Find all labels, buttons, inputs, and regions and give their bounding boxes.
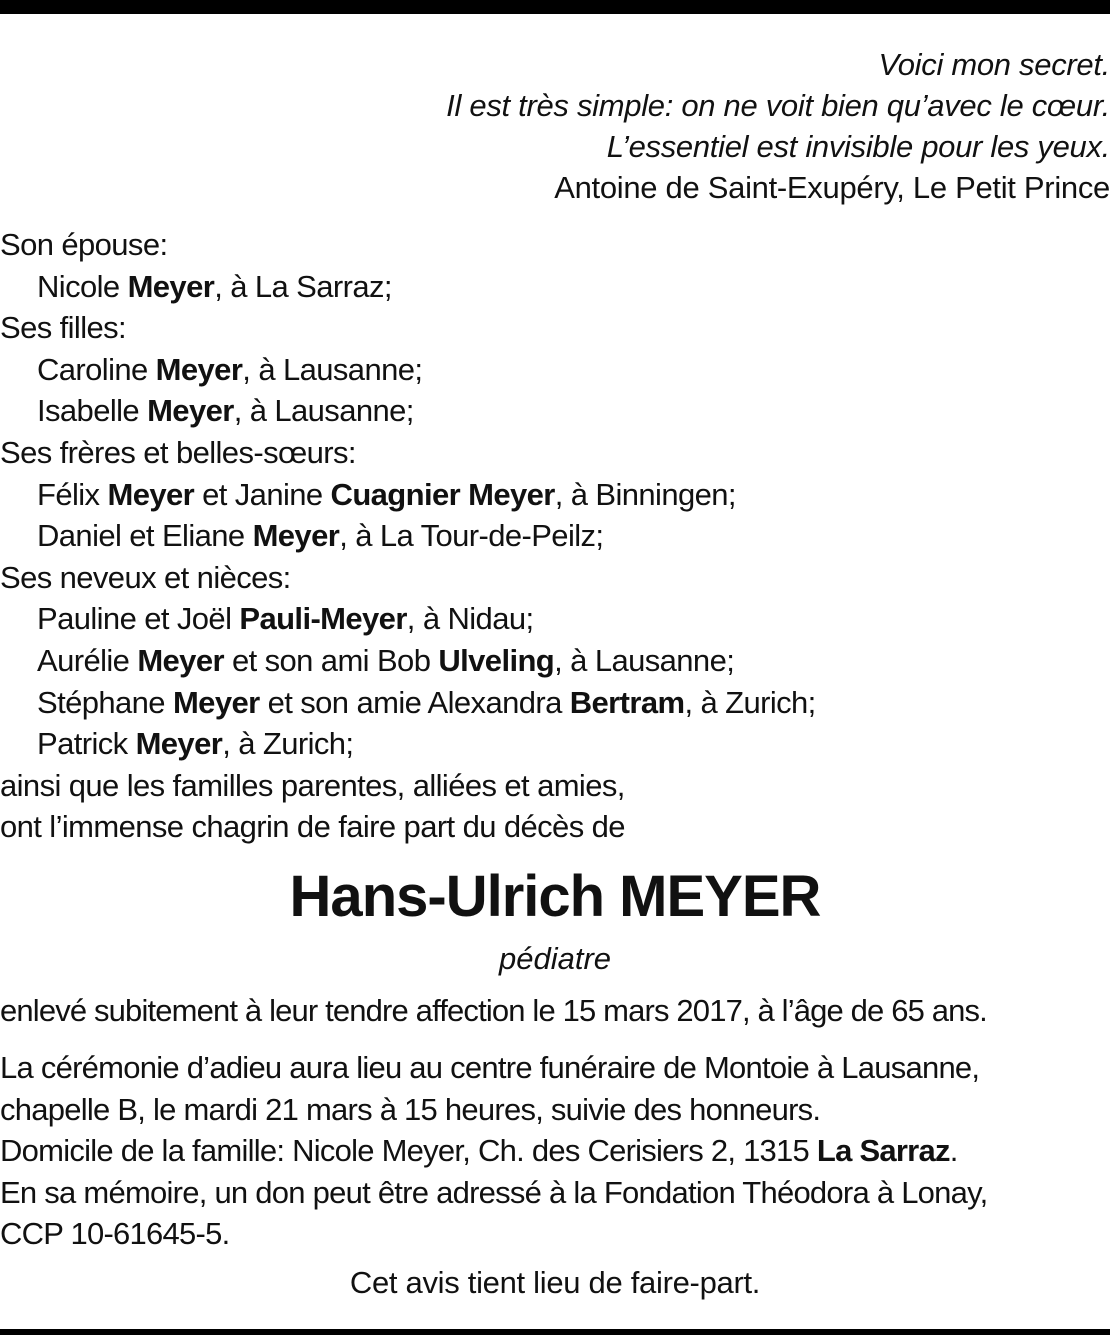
epigraph-quote xyxy=(210,44,1110,208)
spouse-entry: Nicole Meyer, à La Sarraz; xyxy=(37,268,392,304)
donation-line: En sa mémoire, un don peut être adressé à la Fondation Théodora à Lonay, xyxy=(0,1174,988,1210)
domicile-line: Domicile de la famille: Nicole Meyer, Ch. des Cerisiers 2, 1315 La Sarraz. xyxy=(0,1133,958,1169)
daughter-entry: Isabelle Meyer, à Lausanne; xyxy=(37,393,414,429)
donation-account: CCP 10-61645-5. xyxy=(0,1216,230,1252)
family-closing-line: ont l’immense chagrin de faire part du décès de xyxy=(0,809,625,845)
ceremony-line: La cérémonie d’adieu aura lieu au centre funéraire de Montoie à Lausanne, xyxy=(0,1050,980,1085)
ceremony-line: chapelle B, le mardi 21 mars à 15 heures, suivie des honneurs. xyxy=(0,1091,821,1127)
quote-line: Voici mon secret. xyxy=(878,47,1110,82)
bottom-rule xyxy=(0,1329,1110,1335)
closing-notice: Cet avis tient lieu de faire-part. xyxy=(349,1265,761,1300)
nephews-heading: Ses neveux et nièces: xyxy=(0,559,291,595)
ceremony-details xyxy=(0,1047,1110,1255)
family-list xyxy=(0,224,1110,848)
deceased-name: Hans-Ulrich MEYER xyxy=(289,864,821,929)
siblings-heading: Ses frères et belles-sœurs: xyxy=(0,434,356,470)
spouse-heading: Son épouse: xyxy=(0,227,168,262)
family-closing-line: ainsi que les familles parentes, alliées et amies, xyxy=(0,767,625,803)
nephew-entry: Aurélie Meyer et son ami Bob Ulveling, à Lausanne; xyxy=(37,642,735,678)
sibling-entry: Félix Meyer et Janine Cuagnier Meyer, à Binningen; xyxy=(37,476,736,512)
nephew-entry: Patrick Meyer, à Zurich; xyxy=(37,726,354,762)
quote-line: Il est très simple: on ne voit bien qu’avec le cœur. xyxy=(446,88,1110,123)
sibling-entry: Daniel et Eliane Meyer, à La Tour-de-Peilz; xyxy=(37,518,604,554)
top-rule xyxy=(0,0,1110,14)
quote-attribution: Antoine de Saint-Exupéry, Le Petit Prince xyxy=(554,170,1110,205)
death-announcement: enlevé subitement à leur tendre affection le 15 mars 2017, à l’âge de 65 ans. xyxy=(0,993,987,1028)
nephew-entry: Pauline et Joël Pauli-Meyer, à Nidau; xyxy=(37,601,534,637)
quote-line: L’essentiel est invisible pour les yeux. xyxy=(606,129,1110,164)
daughters-heading: Ses filles: xyxy=(0,310,127,346)
daughter-entry: Caroline Meyer, à Lausanne; xyxy=(37,351,423,387)
deceased-profession: pédiatre xyxy=(498,941,612,976)
nephew-entry: Stéphane Meyer et son amie Alexandra Bertram, à Zurich; xyxy=(37,684,816,720)
